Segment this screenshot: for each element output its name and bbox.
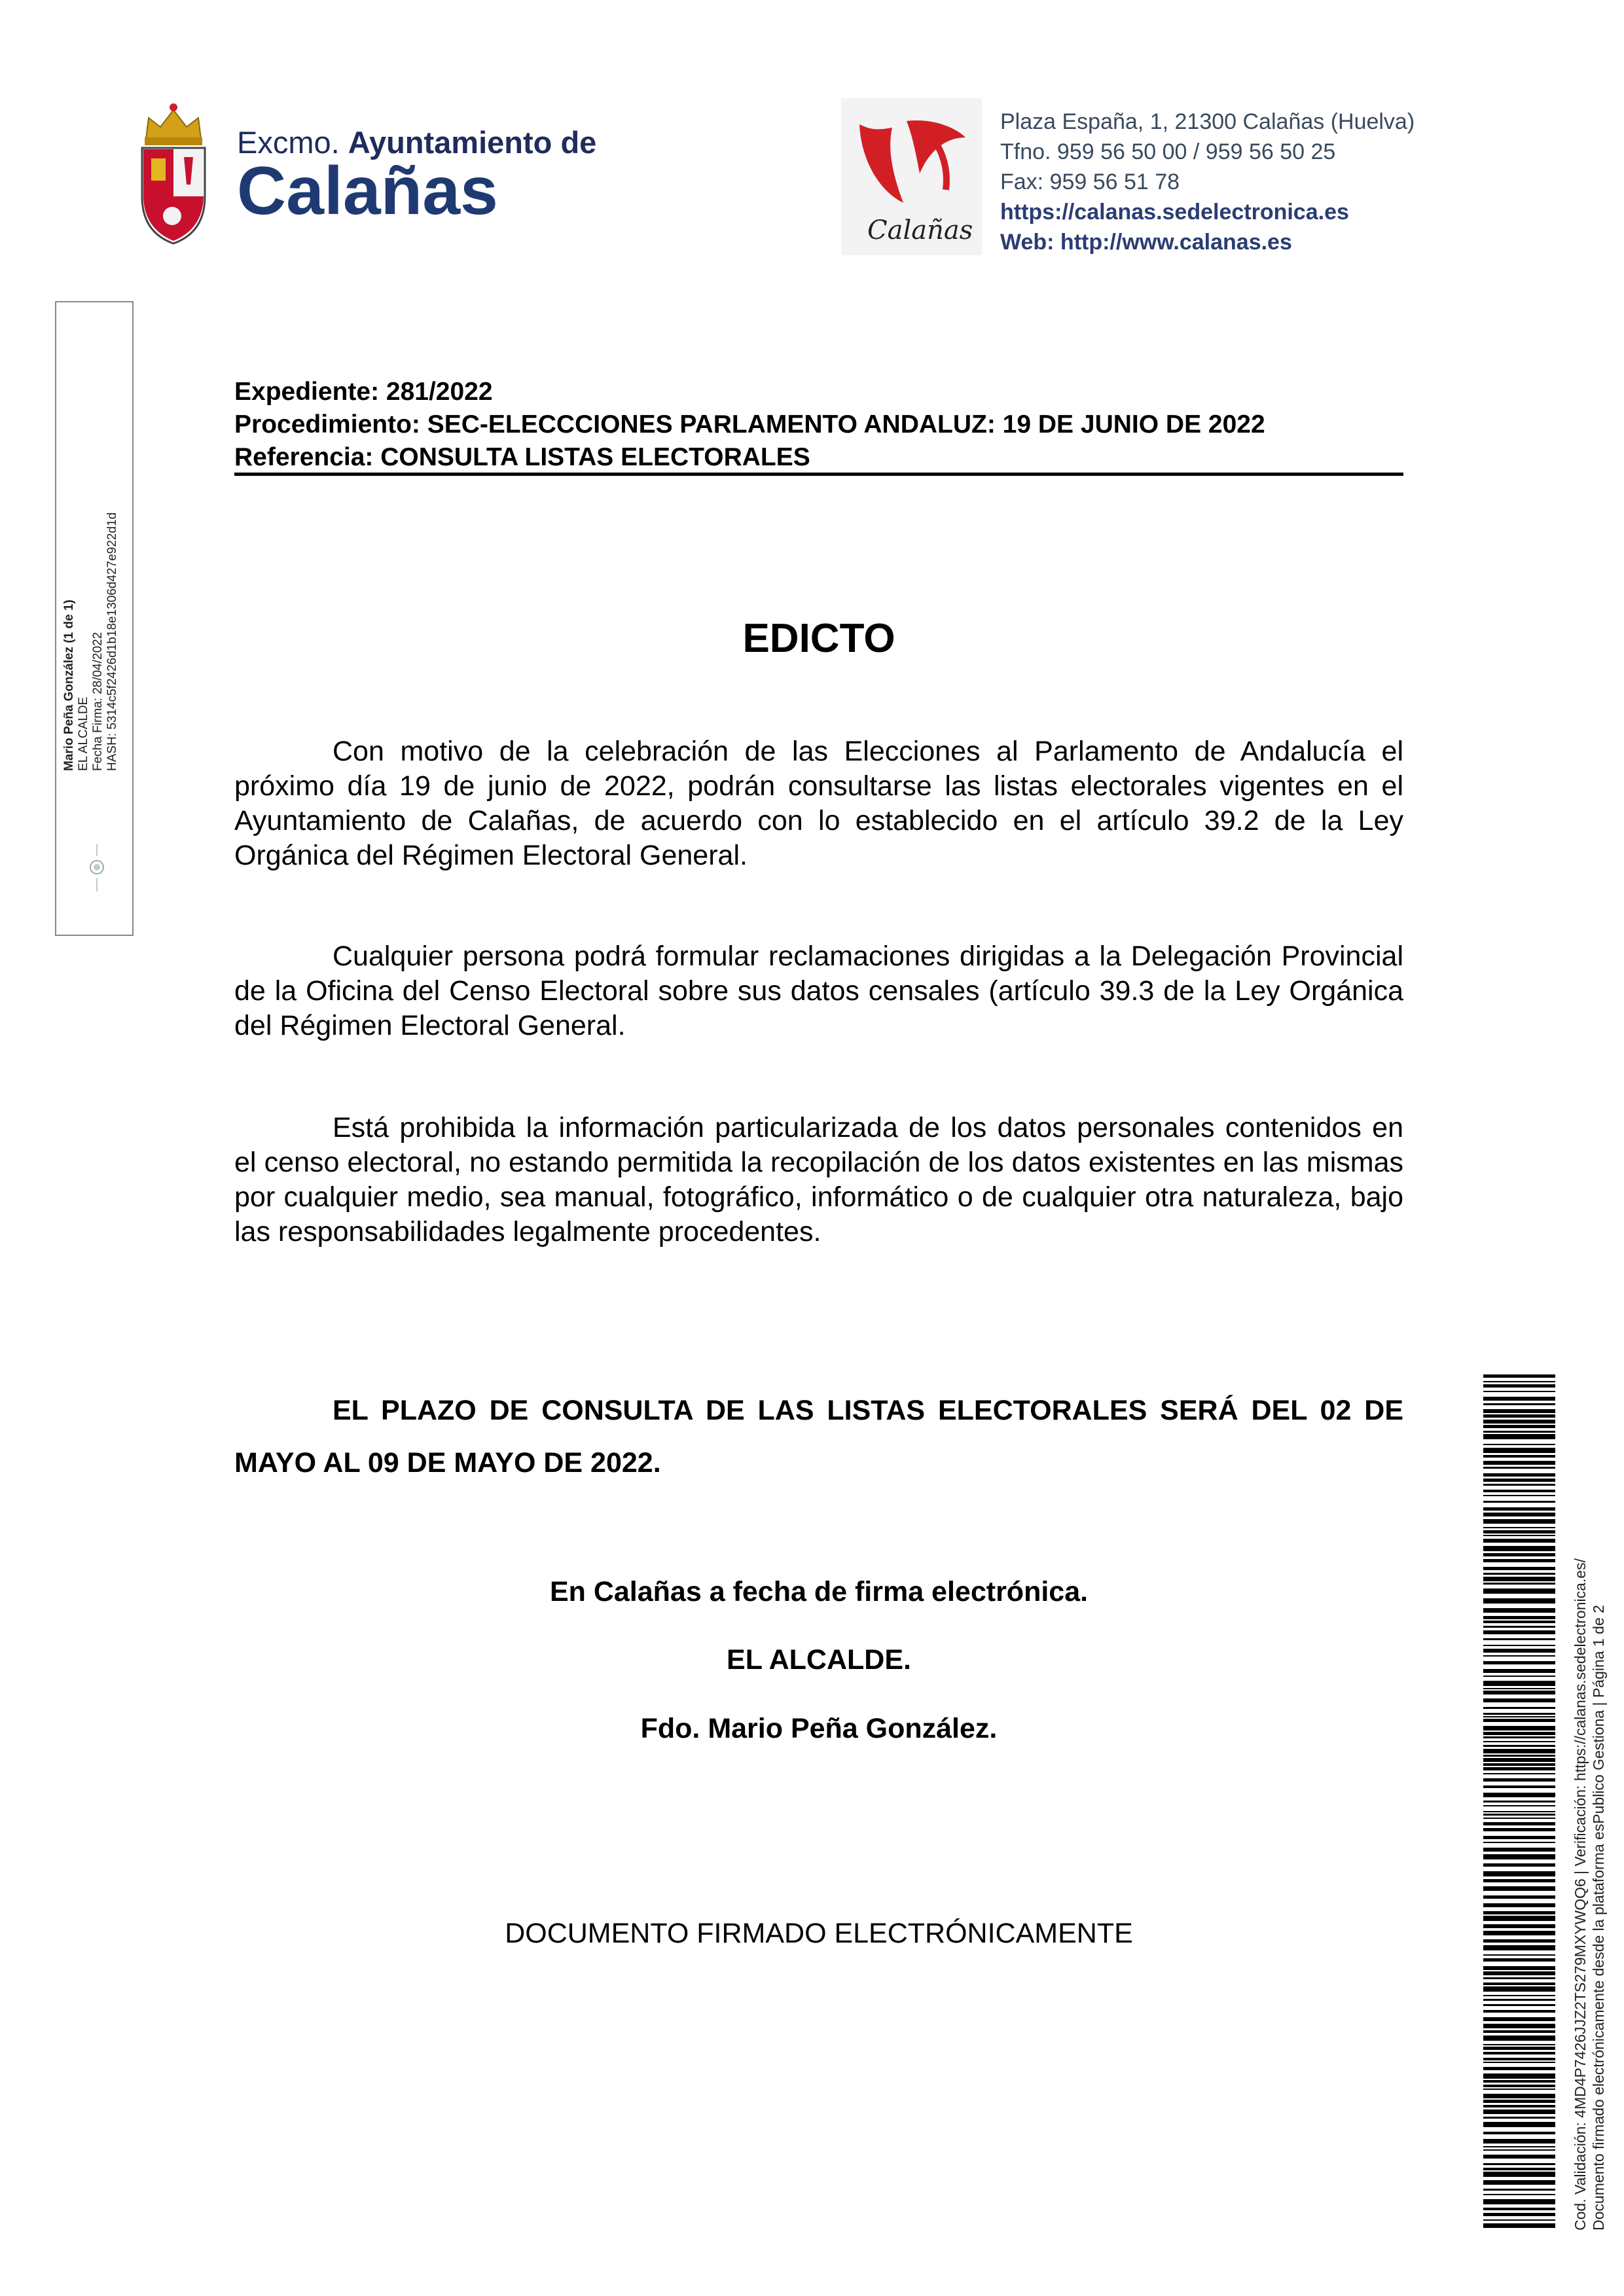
paragraph-prohibicion: Está prohibida la información particularizada de los datos personales contenidos en el censo electoral, no estando permitida la recopilación de los datos existentes en las mismas por cualquier medio, sea manual, fotográfico, informático o de cualquier otra naturaleza, bajo las responsabilidades legalmente procedentes. — [234, 1112, 1403, 1247]
closing-place: En Calañas a fecha de firma electrónica. — [549, 1576, 1089, 1607]
signature-text — [62, 483, 120, 771]
contact-fax: Fax: 959 56 51 78 — [1000, 170, 1180, 194]
contact-address: Plaza España, 1, 21300 Calañas (Huelva) — [1000, 109, 1415, 134]
barcode-icon — [1483, 1374, 1555, 2232]
validation-code: Cod. Validación: 4MD4P7426JJZ2TS279MXYWQQ6 | Verificación: https://calanas.sedelectronica.es/ — [1572, 1558, 1589, 2231]
meta-procedimiento: Procedimiento: SEC-ELECCCIONES PARLAMENTO ANDALUZ: 19 DE JUNIO DE 2022 — [234, 410, 1265, 439]
municipal-logo-icon — [841, 98, 982, 255]
contact-web-link[interactable]: Web: http://www.calanas.es — [1000, 230, 1292, 255]
contact-phone: Tfno. 959 56 50 00 / 959 56 50 25 — [1000, 139, 1336, 164]
signature-role: EL ALCALDE — [77, 696, 90, 771]
closing-role: EL ALCALDE. — [727, 1644, 911, 1676]
signature-hash: HASH: 5314c5f2426d1b18e1306d427e922d1d — [105, 512, 119, 771]
meta-referencia: Referencia: CONSULTA LISTAS ELECTORALES — [234, 443, 810, 471]
document-title: EDICTO — [742, 616, 895, 661]
contact-block — [1000, 107, 1415, 257]
entity-name: Calañas — [237, 153, 498, 229]
paragraph-consulta: Con motivo de la celebración de las Elecciones al Parlamento de Andalucía el próximo día 19 de junio de 2022, podrán consultarse las listas electorales vigentes en el Ayuntamiento de Calañas, de acuerdo con lo establecido en el artículo 39.2 de la Ley Orgánica del Régimen Electoral General. — [234, 736, 1403, 871]
meta-expediente: Expediente: 281/2022 — [234, 378, 493, 406]
signature-seal-icon — [84, 838, 110, 897]
electronic-signature-note: DOCUMENTO FIRMADO ELECTRÓNICAMENTE — [505, 1918, 1133, 1949]
header-divider — [234, 473, 1403, 476]
paragraph-reclamaciones: Cualquier persona podrá formular reclamaciones dirigidas a la Delegación Provincial de la Oficina del Censo Electoral sobre sus datos censales (artículo 39.3 de la Ley Orgánica del Régimen Electoral General. — [234, 941, 1403, 1041]
validation-text — [1571, 1380, 1608, 2231]
validation-platform: Documento firmado electrónicamente desde la plataforma esPublico Gestiona | Página 1 de 2 — [1590, 1605, 1607, 2231]
signature-date: Fecha Firma: 28/04/2022 — [91, 632, 105, 771]
coat-of-arms-icon — [134, 98, 213, 249]
document-meta — [234, 376, 1403, 474]
closing-signature: Fdo. Mario Peña González. — [640, 1713, 998, 1744]
contact-sede-link[interactable]: https://calanas.sedelectronica.es — [1000, 200, 1349, 224]
entity-name-line: Excmo. Ayuntamiento de — [237, 125, 597, 160]
deadline-notice: EL PLAZO DE CONSULTA DE LAS LISTAS ELECTORALES SERÁ DEL 02 DE MAYO AL 09 DE MAYO DE 2022. — [234, 1395, 1403, 1479]
signature-signer: Mario Peña González (1 de 1) — [62, 600, 76, 771]
logo-lettering: Calañas — [867, 215, 973, 245]
